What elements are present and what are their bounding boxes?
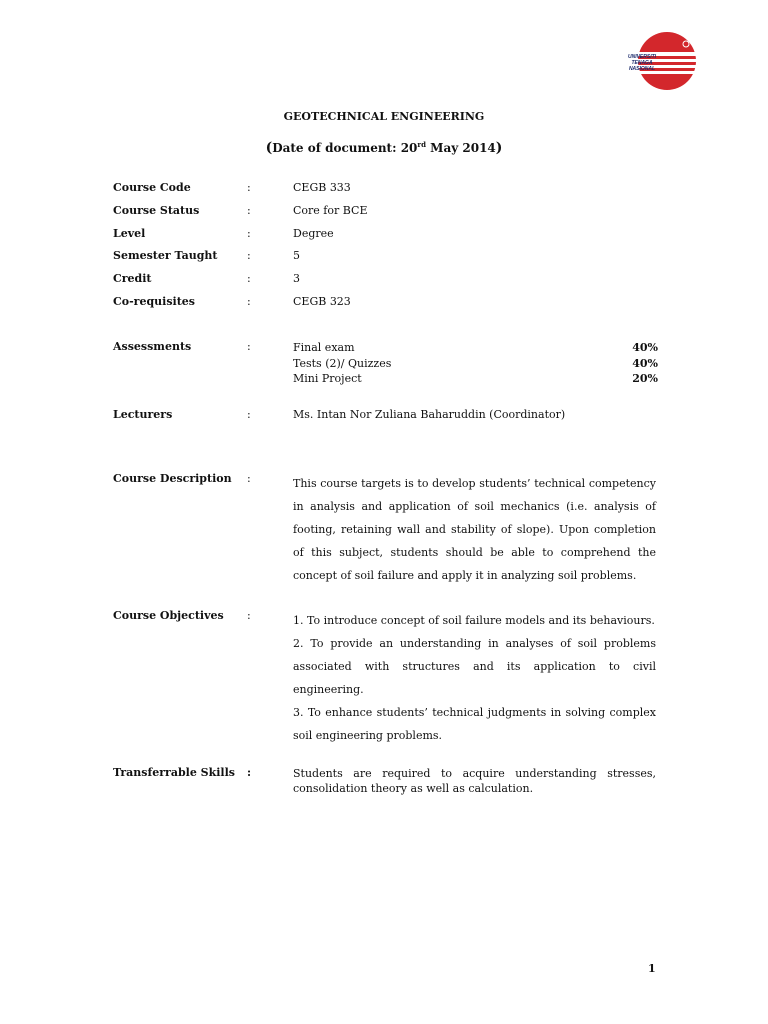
field-colon: :: [247, 272, 251, 285]
assessment-item: [293, 371, 658, 387]
assessment-item: [293, 340, 658, 356]
field-colon: :: [247, 204, 251, 217]
lecturers-label: Lecturers: [113, 408, 173, 421]
field-value: 3: [293, 272, 300, 285]
assessment-item: [293, 356, 658, 372]
objectives-label: Course Objectives: [113, 609, 224, 622]
objectives-colon: :: [247, 609, 251, 622]
assessment-percent: 20%: [632, 372, 658, 385]
assessment-name: Tests (2)/ Quizzes: [293, 356, 392, 370]
field-value: CEGB 323: [293, 295, 351, 308]
date-ordinal-suffix: rd: [417, 140, 426, 149]
logo-text-line-2: TENAGA: [631, 60, 653, 66]
university-logo: [605, 30, 697, 92]
page-number: 1: [648, 962, 656, 975]
date-prefix: Date of document: 20: [272, 141, 418, 155]
assessments-label: Assessments: [113, 340, 192, 353]
field-label: Credit: [113, 272, 152, 285]
field-value: CEGB 333: [293, 181, 351, 194]
field-value: 5: [293, 249, 300, 262]
assessment-name: Mini Project: [293, 372, 362, 385]
field-value: Degree: [293, 227, 334, 240]
assessment-name: Final exam: [293, 341, 355, 354]
skills-label: Transferrable Skills: [113, 766, 235, 779]
skills-text: Students are required to acquire understanding stresses, consolidation theory as well as calculation.: [293, 767, 656, 795]
assessments-colon: :: [247, 340, 251, 353]
field-label: Level: [113, 227, 146, 240]
objective-item: 1. To introduce concept of soil failure models and its behaviours.: [293, 614, 655, 627]
field-colon: :: [247, 181, 251, 194]
date-suffix: May 2014: [426, 141, 496, 155]
field-label: Course Status: [113, 204, 200, 217]
assessment-percent: 40%: [632, 341, 658, 354]
description-label: Course Description: [113, 472, 232, 485]
lecturers-value: Ms. Intan Nor Zuliana Baharuddin (Coordinator): [293, 408, 566, 421]
document-title: GEOTECHNICAL ENGINEERING: [283, 110, 485, 123]
field-label: Co-requisites: [113, 295, 195, 308]
logo-text-line-3: NASIONAL: [628, 66, 656, 72]
field-label: Semester Taught: [113, 249, 218, 262]
lecturers-colon: :: [247, 408, 251, 421]
field-label: Course Code: [113, 181, 191, 194]
logo-text-line-1: UNIVERSITI: [627, 54, 657, 60]
field-value: Core for BCE: [293, 204, 368, 217]
description-colon: :: [247, 472, 251, 485]
assessment-percent: 40%: [632, 356, 658, 370]
objective-item: 3. To enhance students’ technical judgments in solving complex soil engineering problems.: [293, 706, 656, 742]
skills-colon: :: [247, 766, 252, 779]
objective-item: 2. To provide an understanding in analyses of soil problems associated with structures and its application to civil engineering.: [293, 637, 656, 696]
field-colon: :: [247, 295, 251, 308]
field-colon: :: [247, 249, 251, 262]
field-colon: :: [247, 227, 251, 240]
document-date: (Date of document: 20rd May 2014): [265, 140, 503, 156]
description-text: This course targets is to develop students’ technical competency in analysis and application of soil mechanics (i.e. analysis of footing, retaining wall and stability of slope). Upon completion of this subject, students should be able to comprehend the concept of soil failure and apply it in analyzing soil problems.: [293, 477, 656, 582]
